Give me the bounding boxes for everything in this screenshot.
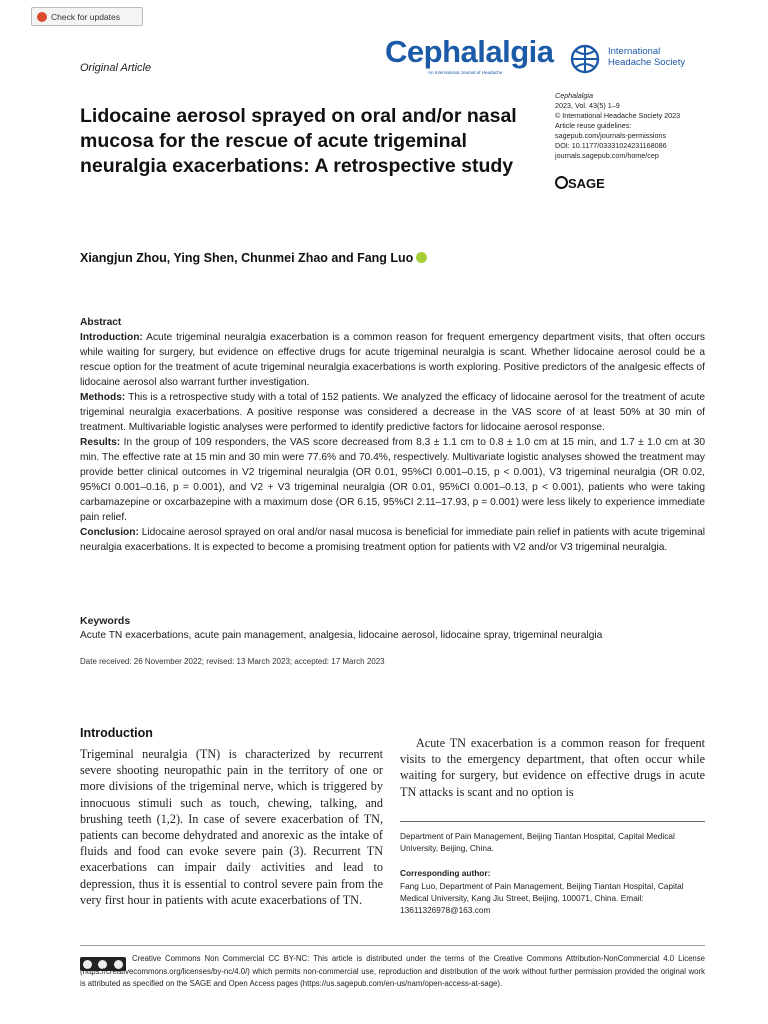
society-name-line1: International — [608, 46, 661, 57]
article-title: Lidocaine aerosol sprayed on oral and/or nasal mucosa for the rescue of acute trigeminal neuralgia exacerbations: A retrospective study — [80, 105, 517, 177]
license-text: Creative Commons Non Commercial CC BY-NC: This article is distributed under the terms of the Creative Commons Attribution-NonCommercial 4.0 License (https://creativecommons.org/licenses/by-nc/4.0/) which permits non-commercial use, reproduction and distribution of the work without further permission provided the original work is attributed as specified on the SAGE and Open Access pages (https://us.sagepub.com/en-us/nam/open-access-at-sage). — [80, 954, 705, 988]
section-heading-introduction: Introduction — [80, 726, 153, 740]
author-list — [80, 251, 427, 265]
keywords-heading: Keywords — [80, 615, 131, 627]
abstract-conclusion-label: Conclusion: — [80, 527, 139, 538]
meta-doi[interactable]: DOI: 10.1177/03331024231168086 — [555, 141, 667, 150]
crossmark-icon — [37, 12, 47, 22]
meta-reuse: Article reuse guidelines: — [555, 121, 632, 130]
meta-home-link[interactable]: journals.sagepub.com/home/cep — [555, 151, 659, 160]
abstract-results — [80, 435, 705, 525]
journal-tagline: An International Journal of Headache — [428, 70, 503, 75]
abstract-introduction — [80, 330, 705, 390]
article-type: Original Article — [80, 62, 152, 74]
society-name-line2: Headache Society — [608, 57, 686, 68]
check-for-updates-button[interactable] — [31, 7, 143, 26]
abstract-results-label: Results: — [80, 437, 121, 448]
meta-reuse-link[interactable]: sagepub.com/journals-permissions — [555, 131, 667, 140]
sage-logo — [555, 176, 605, 191]
abstract-methods-label: Methods: — [80, 392, 126, 403]
body-left-column: Trigeminal neuralgia (TN) is characterized by recurrent severe shooting neuropathic pain in the territory of one or more divisions of the trigeminal nerve, which is triggered by innocuous stimuli such as touch, chewing, talking, and brushing teeth (1,2). In case of severe exacerbation of TN, patients can become dehydrated and anorexic as the intake of fluids and food can evoke severe pain (3). Recurrent TN exacerbations can impair daily activities and lead to depression, thus it is essential to control severe pain from the very first hour in patients with acute exacerbations of TN. — [80, 747, 383, 907]
authors-text: Xiangjun Zhou, Ying Shen, Chunmei Zhao and Fang Luo — [80, 251, 414, 265]
abstract-intro-label: Introduction: — [80, 332, 143, 343]
article-dates: Date received: 26 November 2022; revised: 13 March 2023; accepted: 17 March 2023 — [80, 657, 385, 666]
meta-journal: Cephalalgia — [555, 91, 593, 100]
abstract-methods-text: This is a retrospective study with a total of 152 patients. We analyzed the efficacy of lidocaine aerosol for the treatment of acute trigeminal neuralgia exacerbations. A positive response was considered a decrease in the VAS score of at least 50% at 30 min of treatment. Multivariable logistic analyses were performed to identify predictive factors for lidocaine aerosol response. — [80, 392, 705, 433]
society-name — [608, 46, 685, 68]
article-meta — [555, 91, 755, 161]
license-divider — [80, 945, 705, 946]
author-affiliation: Department of Pain Management, Beijing Tiantan Hospital, Capital Medical University, Beijing, China. — [400, 831, 675, 853]
journal-logo: Cephalalgia — [385, 34, 554, 69]
orcid-icon[interactable] — [416, 252, 427, 263]
footnote-divider — [400, 821, 705, 822]
corresponding-author-heading: Corresponding author: — [400, 868, 491, 878]
abstract-heading: Abstract — [80, 317, 122, 328]
abstract-intro-text: Acute trigeminal neuralgia exacerbation is a common reason for frequent emergency department visits, that often occurs while waiting for surgery, but evidence on effective drugs for acute trigeminal neuralgia is scant. Whether lidocaine aerosol could be a rescue option for the treatment of acute trigeminal neuralgia exacerbations is worth exploring. Positive predictors of the analgesic effects of lidocaine aerosol also warrant further investigation. — [80, 332, 705, 388]
abstract-conclusion-text: Lidocaine aerosol sprayed on oral and/or nasal mucosa is beneficial for immediate pain relief in patients with acute trigeminal neuralgia exacerbations. It is expected to become a promising treatment option for patients with V2 and/or V3 trigeminal neuralgia. — [80, 527, 705, 553]
abstract — [80, 315, 705, 555]
abstract-results-text: In the group of 109 responders, the VAS score decreased from 8.3 ± 1.1 cm to 0.8 ± 1.0 cm at 15 min, and 1.7 ± 1.0 cm at 30 min. The effective rate at 15 min and 30 min were 77.6% and 70.4%, respectively. Multivariate logistic analyses showed the treatment may provide better clinical outcomes in V2 trigeminal neuralgia (OR 0.01, 95%CI 0.001–0.15, p < 0.001), V3 trigeminal neuralgia (OR 0.02, 95%CI 0.001–0.16, p = 0.001), and V2 + V3 trigeminal neuralgia (OR 0.01, 95%CI 0.001–0.13, p < 0.001), patients who were taking carbamazepine or oxcarbazepine with a maximum dose (OR 6.15, 95%CI 2.11–17.93, p = 0.001) were less likely to experience immediate pain relief. — [80, 437, 705, 523]
corresponding-author-details: Fang Luo, Department of Pain Management, Beijing Tiantan Hospital, Capital Medical University, Kang Jiu Street, Beijing, 100071, China. Email: 13611326978@163.com — [400, 881, 684, 915]
meta-copyright: © International Headache Society 2023 — [555, 111, 681, 120]
body-right-column: Acute TN exacerbation is a common reason for frequent visits to the emergency department, that often occur while waiting for surgery, but evidence on effective drugs in acute TN attacks is scant and no option is — [400, 736, 705, 799]
abstract-conclusion — [80, 525, 705, 555]
ihs-logo-icon — [567, 43, 603, 75]
keywords-list: Acute TN exacerbations, acute pain management, analgesia, lidocaine aerosol, lidocaine spray, trigeminal neuralgia — [80, 630, 603, 641]
check-updates-label: Check for updates — [51, 11, 120, 22]
sage-label: SAGE — [568, 176, 605, 191]
sage-ring-icon — [555, 176, 568, 189]
meta-volume: 2023, Vol. 43(5) 1–9 — [555, 101, 620, 110]
abstract-methods — [80, 390, 705, 435]
